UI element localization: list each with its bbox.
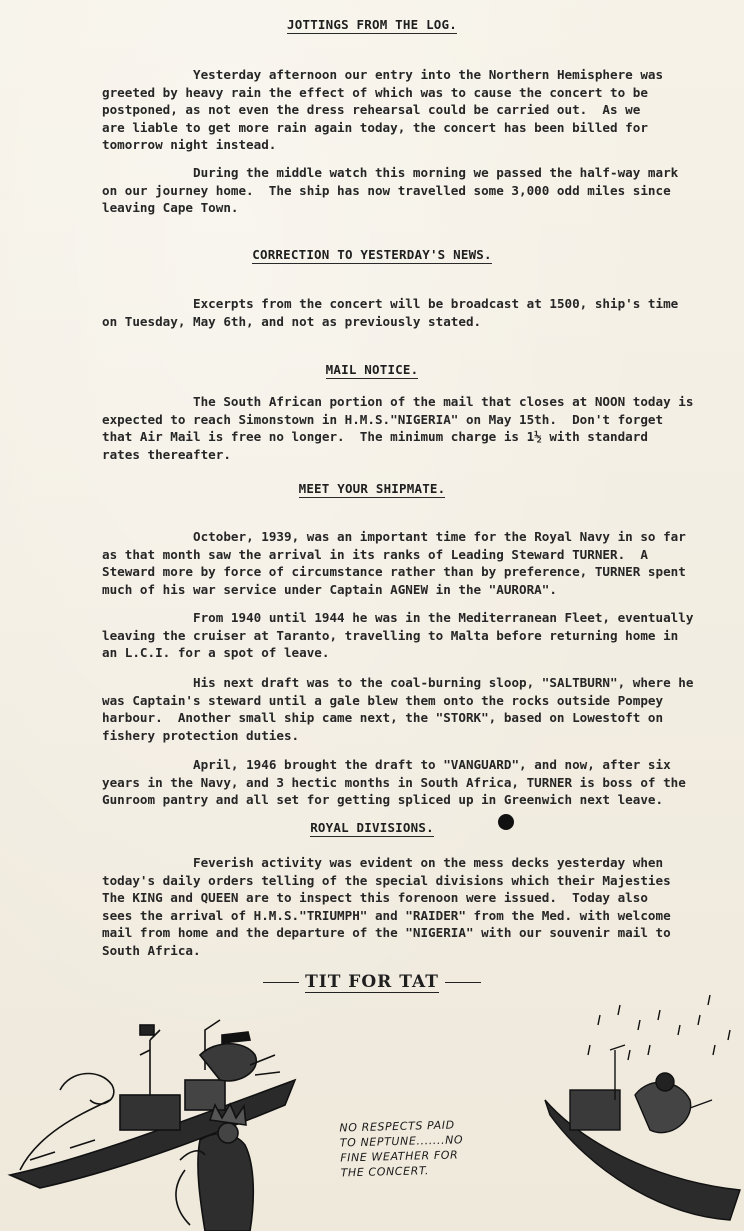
paragraph-correction: Excerpts from the concert will be broadcast at 1500, ship's time on Tuesday, May 6th, and not as previously stated. (102, 296, 679, 329)
title-dash-right (445, 982, 481, 983)
cartoon-title: TIT FOR TAT (0, 972, 744, 992)
paragraph-shipmate-1: October, 1939, was an important time for the Royal Navy in so far as that month saw the arrival in its ranks of Leading Steward TURNER. A Steward more by force of circumstance rather than by preference, TURNER spent much of his war service under Captain AGNEW in the "AURORA". (102, 529, 686, 597)
paragraph-shipmate-3: His next draft was to the coal-burning sloop, "SALTBURN", where he was Captain's steward until a gale blew them onto the rocks outside Pompey harbour. Another small ship came next, the "STORK", based on Lowestoft on fishery protection duties. (102, 675, 694, 743)
heading-shipmate: MEET YOUR SHIPMATE. (298, 481, 446, 496)
paragraph-jottings-2: During the middle watch this morning we passed the half-way mark on our journey home. The ship has now travelled some 3,000 odd miles since leaving Cape Town. (102, 165, 679, 215)
rain-boat-drawing (540, 990, 744, 1231)
heading-divisions: ROYAL DIVISIONS. (310, 820, 434, 835)
paragraph-jottings-1: Yesterday afternoon our entry into the Northern Hemisphere was greeted by heavy rain the effect of which was to cause the concert to be postponed, as not even the dress rehearsal could be carried out. As we are liable to get more rain again today, the concert has been billed for tomorrow night instead. (102, 67, 664, 152)
cartoon-caption: NO RESPECTS PAID TO NEPTUNE.......NO FINE WEATHER FOR THE CONCERT. (339, 1118, 464, 1180)
heading-correction: CORRECTION TO YESTERDAY'S NEWS. (252, 247, 492, 262)
battleship-drawing (0, 1010, 330, 1231)
ink-blot (498, 814, 514, 830)
title-dash-left (263, 982, 299, 983)
paragraph-shipmate-2: From 1940 until 1944 he was in the Mediterranean Fleet, eventually leaving the cruiser at Taranto, travelling to Malta before returning home in an L.C.I. for a spot of leave. (102, 610, 694, 660)
paragraph-divisions: Feverish activity was evident on the mess decks yesterday when today's daily orders telling of the special divisions which their Majesties The KING and QUEEN are to inspect this forenoon were issued. Today also sees the arrival of H.M.S."TRIUMPH" and "RAIDER" from the Med. with welcome mail from home and the departure of the "NIGERIA" with our souvenir mail to South Africa. (102, 855, 671, 958)
heading-mail: MAIL NOTICE. (325, 362, 419, 377)
paragraph-shipmate-4: April, 1946 brought the draft to "VANGUARD", and now, after six years in the Navy, and 3 hectic months in South Africa, TURNER is boss of the Gunroom pantry and all set for getting spliced up in Greenwich next leave. (102, 757, 686, 807)
paragraph-mail: The South African portion of the mail that closes at NOON today is expected to reach Simonstown in H.M.S."NIGERIA" on May 15th. Don't forget that Air Mail is free no longer. The minimum charge is 1½ with standard rates thereafter. (102, 394, 694, 462)
heading-jottings: JOTTINGS FROM THE LOG. (287, 17, 457, 32)
